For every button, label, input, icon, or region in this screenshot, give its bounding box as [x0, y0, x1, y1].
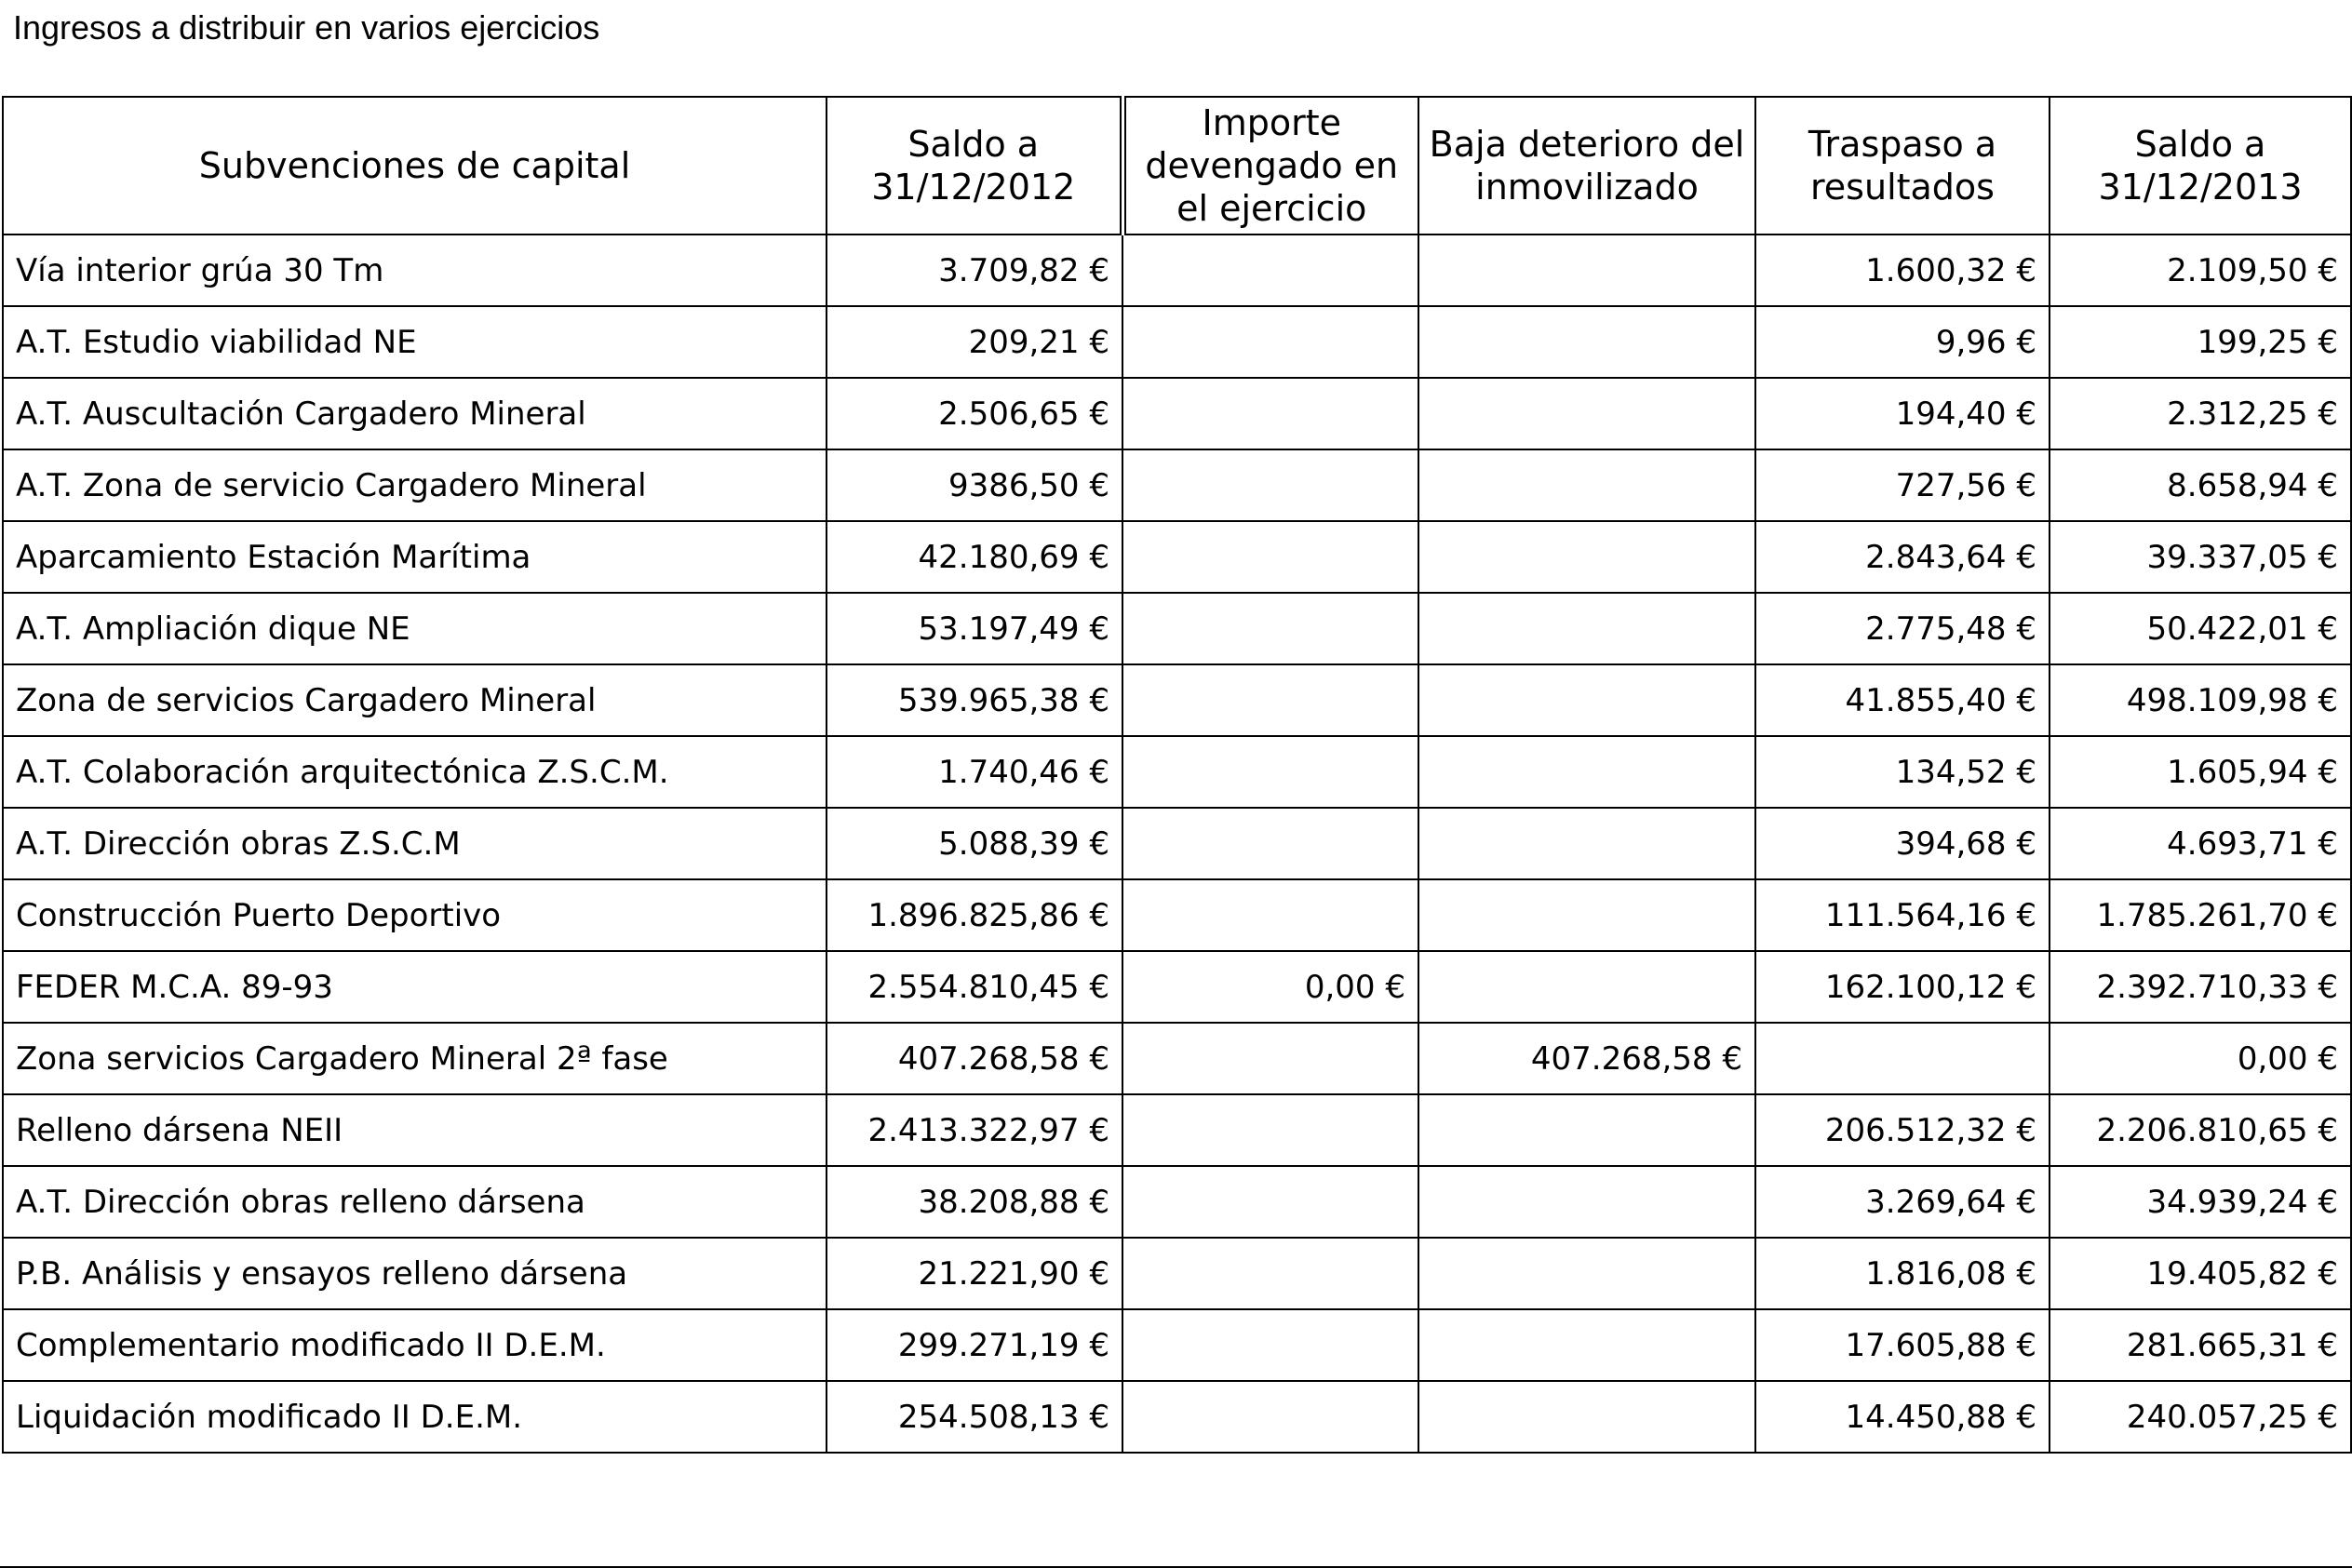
cell-traspaso-resultados: 727,56 €: [1755, 449, 2050, 521]
cell-saldo-2013: 2.206.810,65 €: [2050, 1094, 2351, 1166]
cell-saldo-2013: 34.939,24 €: [2050, 1166, 2351, 1238]
header-importe-devengado: Importe devengado en el ejercicio: [1122, 97, 1418, 235]
cell-importe-devengado: [1122, 1238, 1418, 1309]
cell-baja-deterioro: [1418, 378, 1755, 449]
capital-grants-table: [2, 96, 2352, 1454]
table-row: [3, 306, 2351, 378]
cell-importe-devengado: [1122, 378, 1418, 449]
cell-importe-devengado: [1122, 521, 1418, 593]
cell-subvencion: Aparcamiento Estación Marítima: [3, 521, 827, 593]
page-heading: Ingresos a distribuir en varios ejercicios: [13, 8, 600, 47]
cell-baja-deterioro: [1418, 235, 1755, 306]
cell-saldo-2012: 2.413.322,97 €: [827, 1094, 1122, 1166]
cell-saldo-2013: 199,25 €: [2050, 306, 2351, 378]
cell-traspaso-resultados: 134,52 €: [1755, 736, 2050, 808]
table-row: [3, 1238, 2351, 1309]
cell-subvencion: Liquidación modificado II D.E.M.: [3, 1381, 827, 1453]
cell-subvencion: A.T. Dirección obras Z.S.C.M: [3, 808, 827, 879]
cell-baja-deterioro: [1418, 593, 1755, 664]
header-saldo-2013: Saldo a 31/12/2013: [2050, 97, 2351, 235]
table-row: [3, 1166, 2351, 1238]
cell-importe-devengado: [1122, 879, 1418, 951]
table-row: [3, 951, 2351, 1023]
cell-traspaso-resultados: 17.605,88 €: [1755, 1309, 2050, 1381]
table-row: [3, 449, 2351, 521]
table-row: [3, 736, 2351, 808]
cell-saldo-2012: 407.268,58 €: [827, 1023, 1122, 1094]
cell-baja-deterioro: [1418, 736, 1755, 808]
cell-saldo-2013: 19.405,82 €: [2050, 1238, 2351, 1309]
header-traspaso-resultados: Traspaso a resultados: [1755, 97, 2050, 235]
cell-saldo-2012: 254.508,13 €: [827, 1381, 1122, 1453]
cell-importe-devengado: [1122, 1023, 1418, 1094]
cell-saldo-2013: 1.785.261,70 €: [2050, 879, 2351, 951]
cell-baja-deterioro: [1418, 1381, 1755, 1453]
cell-importe-devengado: [1122, 1094, 1418, 1166]
cell-baja-deterioro: [1418, 664, 1755, 736]
cell-saldo-2012: 299.271,19 €: [827, 1309, 1122, 1381]
cell-traspaso-resultados: [1755, 1023, 2050, 1094]
table-row: [3, 378, 2351, 449]
cell-subvencion: Relleno dársena NEII: [3, 1094, 827, 1166]
cell-saldo-2012: 38.208,88 €: [827, 1166, 1122, 1238]
cell-saldo-2012: 53.197,49 €: [827, 593, 1122, 664]
cell-saldo-2013: 1.605,94 €: [2050, 736, 2351, 808]
cell-baja-deterioro: [1418, 1166, 1755, 1238]
cell-subvencion: A.T. Auscultación Cargadero Mineral: [3, 378, 827, 449]
table-row: [3, 1023, 2351, 1094]
cell-subvencion: Construcción Puerto Deportivo: [3, 879, 827, 951]
header-saldo-2012: Saldo a 31/12/2012: [827, 97, 1122, 235]
cell-saldo-2012: 1.740,46 €: [827, 736, 1122, 808]
cell-traspaso-resultados: 3.269,64 €: [1755, 1166, 2050, 1238]
cell-traspaso-resultados: 394,68 €: [1755, 808, 2050, 879]
cell-saldo-2013: 2.392.710,33 €: [2050, 951, 2351, 1023]
cell-saldo-2013: 240.057,25 €: [2050, 1381, 2351, 1453]
cell-baja-deterioro: [1418, 1094, 1755, 1166]
cell-traspaso-resultados: 162.100,12 €: [1755, 951, 2050, 1023]
table-row: [3, 1381, 2351, 1453]
cell-saldo-2013: 4.693,71 €: [2050, 808, 2351, 879]
cell-subvencion: A.T. Estudio viabilidad NE: [3, 306, 827, 378]
cell-importe-devengado: [1122, 1381, 1418, 1453]
cell-baja-deterioro: [1418, 521, 1755, 593]
cell-traspaso-resultados: 41.855,40 €: [1755, 664, 2050, 736]
table-row: [3, 235, 2351, 306]
cell-traspaso-resultados: 206.512,32 €: [1755, 1094, 2050, 1166]
cell-traspaso-resultados: 2.843,64 €: [1755, 521, 2050, 593]
cell-saldo-2012: 539.965,38 €: [827, 664, 1122, 736]
cell-baja-deterioro: [1418, 306, 1755, 378]
cell-saldo-2012: 9386,50 €: [827, 449, 1122, 521]
table-row: [3, 664, 2351, 736]
cell-saldo-2012: 1.896.825,86 €: [827, 879, 1122, 951]
table-row: [3, 879, 2351, 951]
table-row: [3, 808, 2351, 879]
table-row: [3, 1094, 2351, 1166]
table-row: [3, 521, 2351, 593]
cell-subvencion: FEDER M.C.A. 89-93: [3, 951, 827, 1023]
cell-importe-devengado: [1122, 736, 1418, 808]
cell-saldo-2013: 498.109,98 €: [2050, 664, 2351, 736]
cell-baja-deterioro: 407.268,58 €: [1418, 1023, 1755, 1094]
cell-saldo-2013: 2.109,50 €: [2050, 235, 2351, 306]
cell-traspaso-resultados: 1.816,08 €: [1755, 1238, 2050, 1309]
cell-subvencion: Zona servicios Cargadero Mineral 2ª fase: [3, 1023, 827, 1094]
cell-traspaso-resultados: 2.775,48 €: [1755, 593, 2050, 664]
cell-subvencion: A.T. Dirección obras relleno dársena: [3, 1166, 827, 1238]
cell-importe-devengado: [1122, 1309, 1418, 1381]
cell-baja-deterioro: [1418, 879, 1755, 951]
cell-saldo-2013: 39.337,05 €: [2050, 521, 2351, 593]
cell-saldo-2012: 2.506,65 €: [827, 378, 1122, 449]
table-row: [3, 1309, 2351, 1381]
header-subvenciones: Subvenciones de capital: [3, 97, 827, 235]
cell-baja-deterioro: [1418, 1238, 1755, 1309]
table-row: [3, 593, 2351, 664]
cell-traspaso-resultados: 194,40 €: [1755, 378, 2050, 449]
cell-saldo-2012: 5.088,39 €: [827, 808, 1122, 879]
cell-importe-devengado: [1122, 593, 1418, 664]
cell-subvencion: A.T. Zona de servicio Cargadero Mineral: [3, 449, 827, 521]
cell-importe-devengado: [1122, 1166, 1418, 1238]
cell-importe-devengado: [1122, 306, 1418, 378]
cell-baja-deterioro: [1418, 808, 1755, 879]
header-baja-deterioro: Baja deterioro del inmovilizado: [1418, 97, 1755, 235]
cell-subvencion: P.B. Análisis y ensayos relleno dársena: [3, 1238, 827, 1309]
cell-saldo-2012: 209,21 €: [827, 306, 1122, 378]
cell-importe-devengado: [1122, 808, 1418, 879]
cell-saldo-2013: 50.422,01 €: [2050, 593, 2351, 664]
cell-saldo-2012: 42.180,69 €: [827, 521, 1122, 593]
cell-baja-deterioro: [1418, 1309, 1755, 1381]
cell-traspaso-resultados: 14.450,88 €: [1755, 1381, 2050, 1453]
cell-subvencion: Vía interior grúa 30 Tm: [3, 235, 827, 306]
cell-baja-deterioro: [1418, 951, 1755, 1023]
cell-subvencion: A.T. Ampliación dique NE: [3, 593, 827, 664]
cell-subvencion: Complementario modificado II D.E.M.: [3, 1309, 827, 1381]
cell-importe-devengado: [1122, 235, 1418, 306]
cell-saldo-2013: 2.312,25 €: [2050, 378, 2351, 449]
cell-saldo-2013: 8.658,94 €: [2050, 449, 2351, 521]
cell-importe-devengado: 0,00 €: [1122, 951, 1418, 1023]
cell-importe-devengado: [1122, 664, 1418, 736]
cell-subvencion: Zona de servicios Cargadero Mineral: [3, 664, 827, 736]
cell-traspaso-resultados: 9,96 €: [1755, 306, 2050, 378]
cell-saldo-2012: 3.709,82 €: [827, 235, 1122, 306]
cell-baja-deterioro: [1418, 449, 1755, 521]
table-header-row: [3, 97, 2351, 235]
cell-traspaso-resultados: 1.600,32 €: [1755, 235, 2050, 306]
cell-importe-devengado: [1122, 449, 1418, 521]
cell-saldo-2012: 21.221,90 €: [827, 1238, 1122, 1309]
cell-saldo-2012: 2.554.810,45 €: [827, 951, 1122, 1023]
cell-subvencion: A.T. Colaboración arquitectónica Z.S.C.M.: [3, 736, 827, 808]
cell-saldo-2013: 281.665,31 €: [2050, 1309, 2351, 1381]
cell-traspaso-resultados: 111.564,16 €: [1755, 879, 2050, 951]
cell-saldo-2013: 0,00 €: [2050, 1023, 2351, 1094]
